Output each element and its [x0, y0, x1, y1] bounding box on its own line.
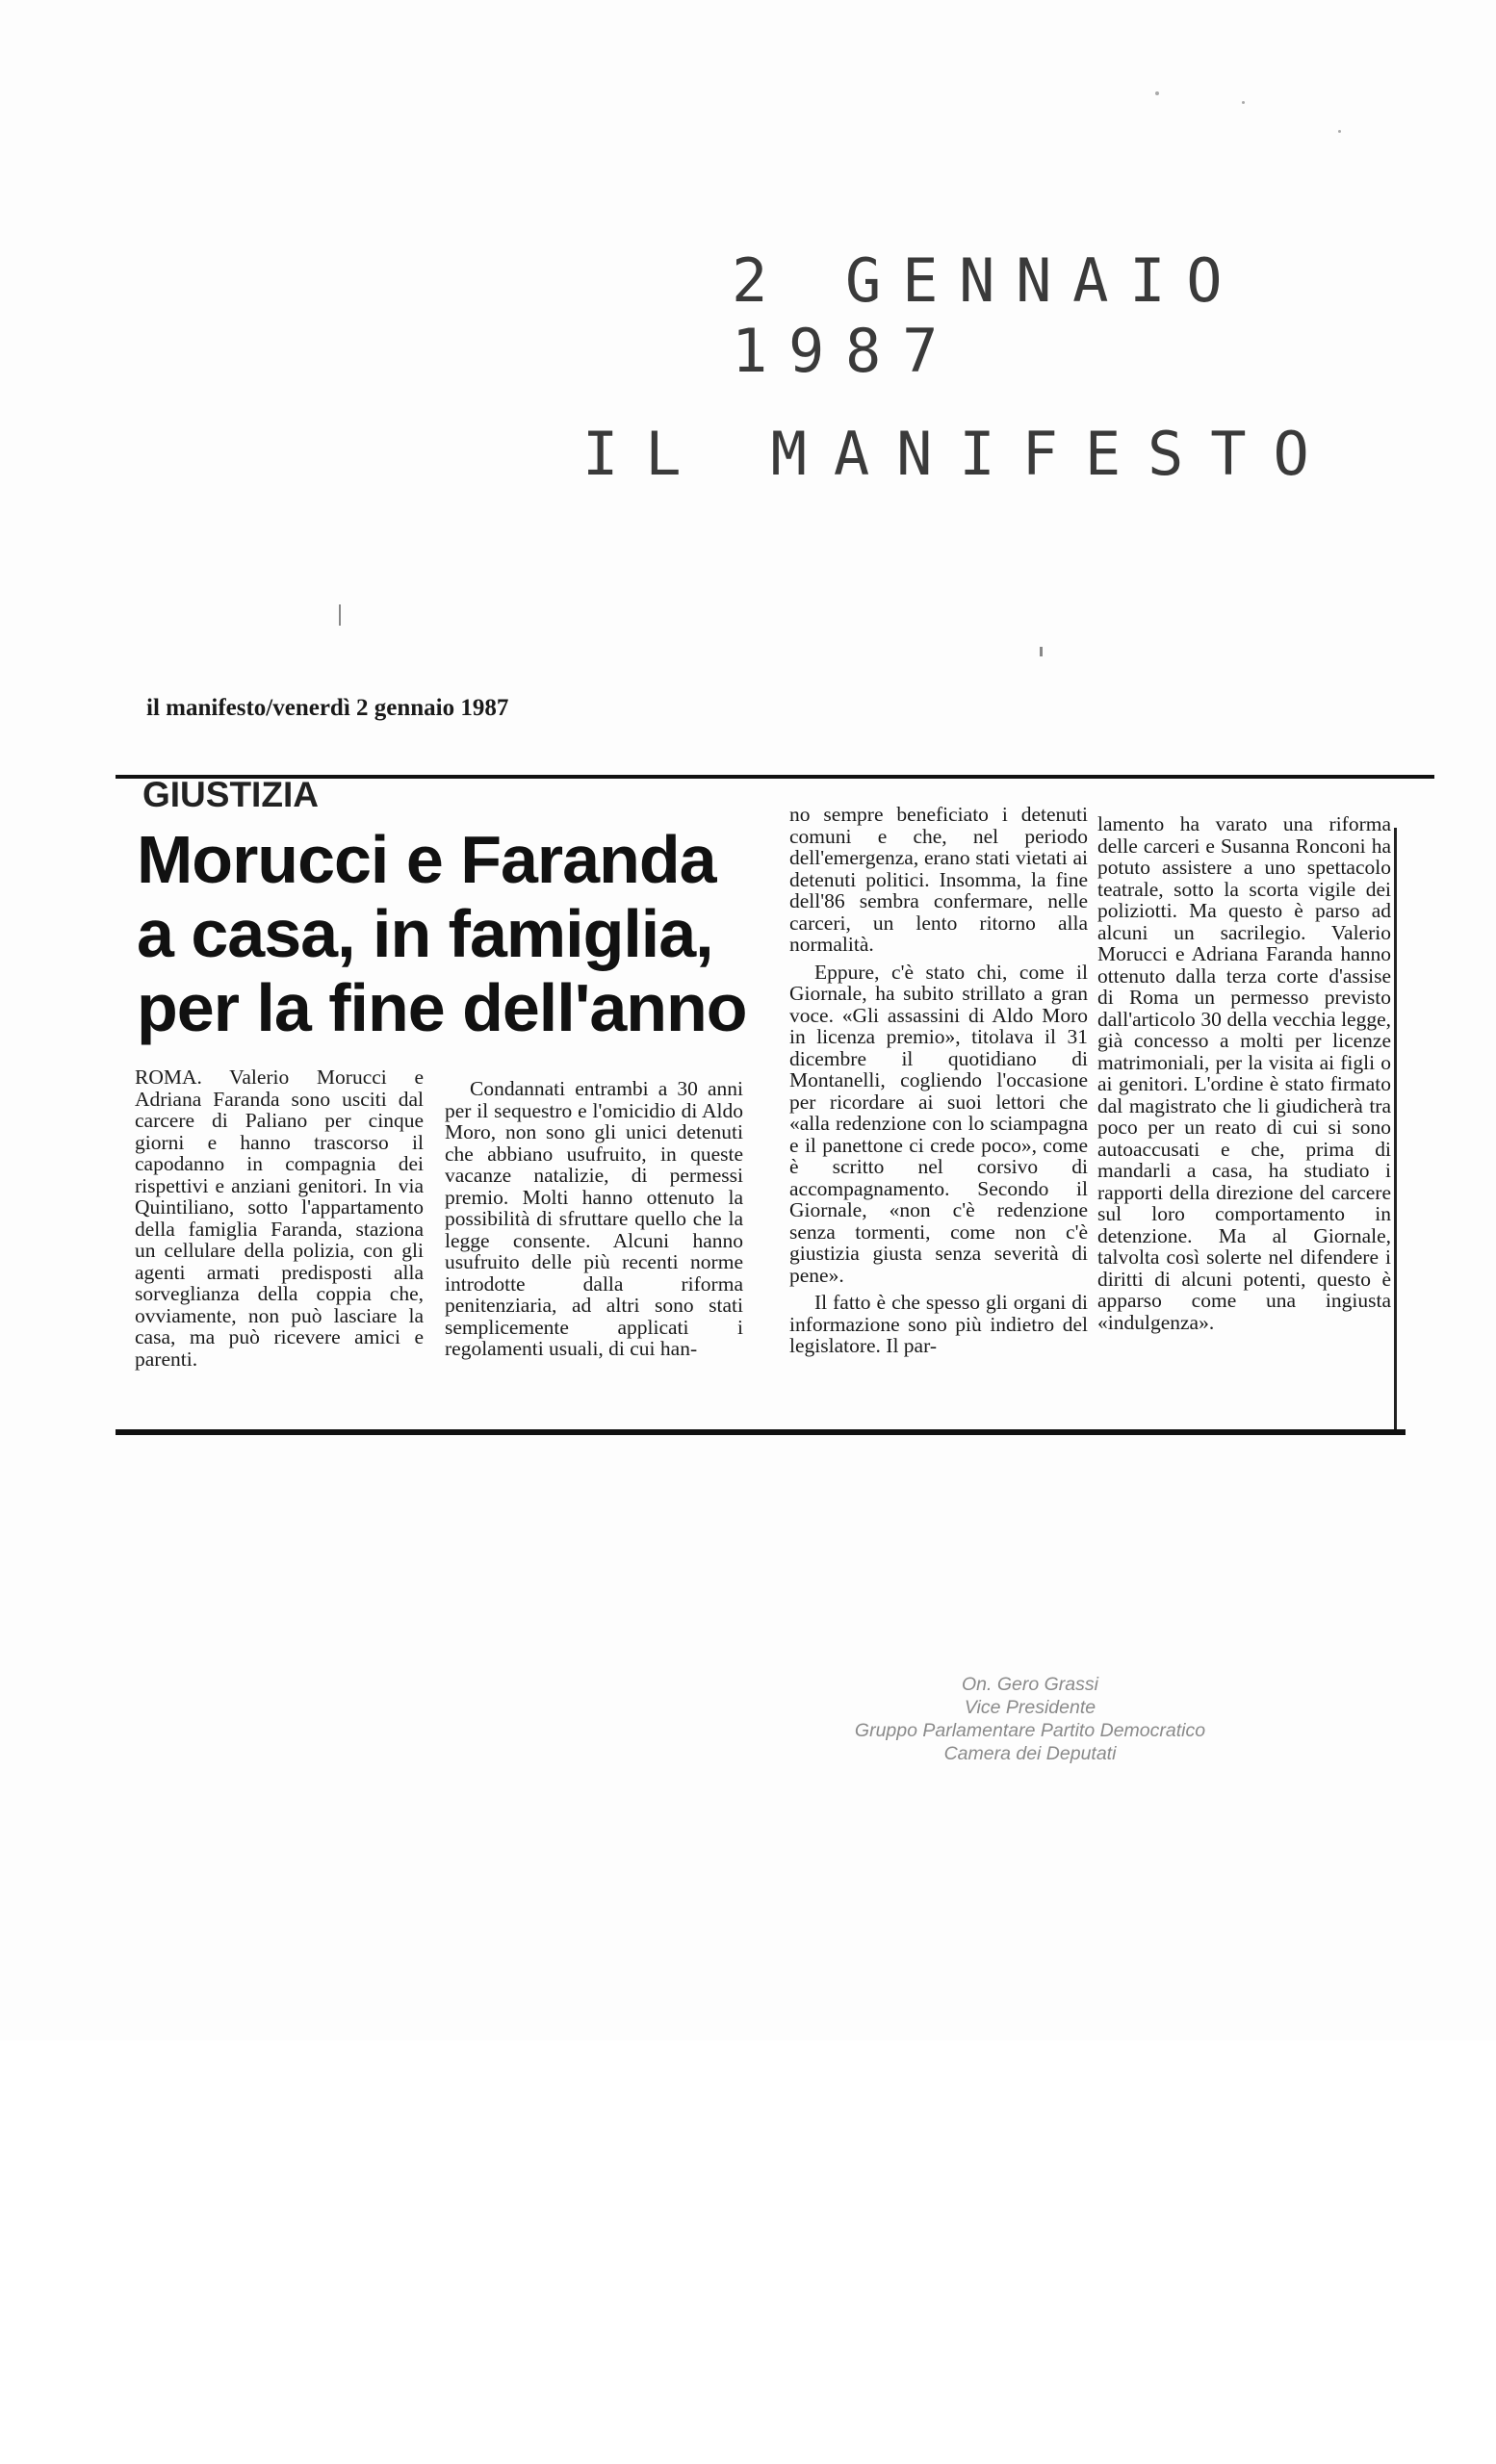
bottom-rule: [116, 1429, 1406, 1435]
paragraph: no sempre beneficiato i detenuti comuni e che, nel periodo dell'emergenza, erano stati vietati ai detenuti politici. Insomma, la fine dell'86 sembra confermare, nelle carceri, un lento ritorno alla normalità.: [789, 803, 1088, 956]
paragraph: lamento ha varato una riforma delle carceri e Susanna Ronconi ha potuto assistere a uno spettacolo teatrale, sotto la scorta vigile dei poliziotti. Ma questo è parso ad alcuni un sacrilegio. Valerio Morucci e Adriana Faranda hanno ottenuto dalla terza corte d'assise di Roma un permesso previsto dall'articolo 30 della vecchia legge, già concesso a molti per licenze matrimoniali, per la visita ai figli o ai genitori. L'ordine è stato firmato dal magistrato che li giudicherà tra poco per un reato di cui si sono autoaccusati e che, prima di mandarli a casa, ha studiato i rapporti della direzione del carcere sul loro comportamento in detenzione. Ma al Giornale, talvolta così solerte nel difendere i diritti di alcuni potenti, questo è apparso come una ingiusta «indulgenza».: [1097, 812, 1391, 1334]
column-rule: [1394, 828, 1397, 1434]
paragraph: Il fatto è che spesso gli organi di informazione sono più indietro del legislatore. Il par-: [789, 1291, 1088, 1357]
scan-mark: [339, 604, 341, 626]
stamp-name: On. Gero Grassi: [962, 1674, 1098, 1695]
paragraph: Eppure, c'è stato chi, come il Giornale, ha subito strillato a gran voce. «Gli assassini di Aldo Moro in licenza premio», titolava il 31 dicembre il quotidiano di Montanelli, cogliendo l'occasione per ricordare ai suoi lettori che «alla redenzione con lo sciampagna e il panettone ci crede poco», come è scritto nel corsivo di accompagnamento. Secondo il Giornale, «non c'è redenzione senza tormenti, come non c'è giustizia giusta senza severità di pene».: [789, 960, 1088, 1287]
article-headline: Morucci e Faranda a casa, in famiglia, per la fine dell'anno: [137, 822, 747, 1045]
scan-speck: [1242, 101, 1245, 104]
article-column-3: [789, 804, 1088, 1363]
section-label: GIUSTIZIA: [142, 775, 319, 814]
scan-speck: [1338, 130, 1341, 133]
handwritten-date: 2 GENNAIO 1987: [732, 245, 1244, 386]
scan-mark: [1040, 647, 1043, 656]
stamp-role: Vice Presidente: [964, 1697, 1096, 1718]
newspaper-masthead: il manifesto/venerdì 2 gennaio 1987: [146, 695, 509, 721]
scan-speck: [1155, 91, 1159, 95]
deputy-stamp: [828, 1673, 1232, 1765]
article-column-1: [135, 1066, 424, 1375]
article-column-2: [445, 1078, 743, 1366]
stamp-group: Gruppo Parlamentare Partito Democratico: [854, 1720, 1206, 1741]
handwritten-newspaper-name: IL MANIFESTO: [582, 419, 1336, 489]
paragraph: ROMA. Valerio Morucci e Adriana Faranda sono usciti dal carcere di Paliano per cinque giorni e hanno trascorso il capodanno in compagnia dei rispettivi e anziani genitori. In via Quintiliano, sotto l'appartamento della famiglia Faranda, staziona un cellulare della polizia, con gli agenti armati predisposti alla sorveglianza della coppia che, ovviamente, non può lasciare la casa, ma può ricevere amici e parenti.: [135, 1065, 424, 1371]
stamp-chamber: Camera dei Deputati: [943, 1743, 1117, 1764]
paragraph: Condannati entrambi a 30 anni per il sequestro e l'omicidio di Aldo Moro, non sono gli unici detenuti che abbiano usufruito, in queste vacanze natalizie, di permessi premio. Molti hanno ottenuto la possibilità di sfruttare quello che la legge consente. Alcuni hanno usufruito delle più recenti norme introdotte dalla riforma penitenziaria, ad altri sono stati semplicemente applicati i regolamenti usuali, di cui han-: [445, 1077, 743, 1360]
article-column-4: [1097, 813, 1391, 1339]
